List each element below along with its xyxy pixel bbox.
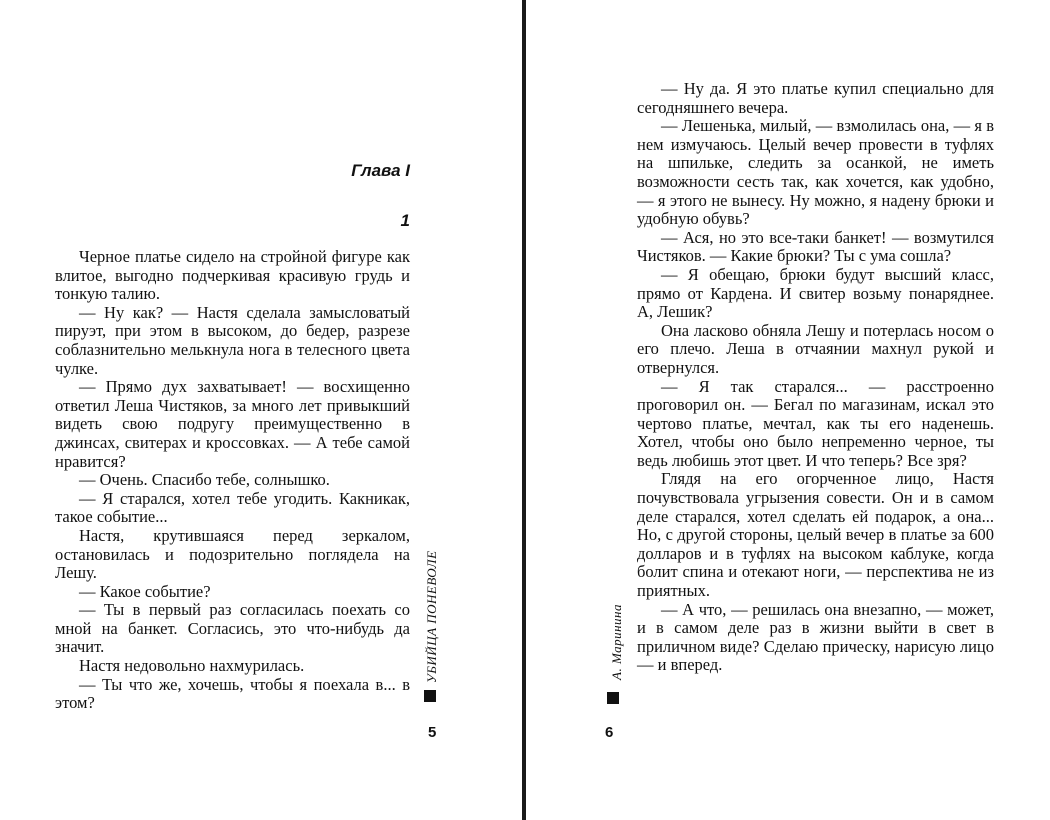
running-head-title: УБИЙЦА ПОНЕВОЛЕ (424, 550, 439, 683)
paragraph: — Ты в первый раз согласилась поехать со мной на банкет. Согласись, это что-нибудь да значит. (55, 600, 410, 657)
right-page-text (637, 80, 994, 675)
paragraph: Она ласково обняла Лешу и потерлась носом о его плечо. Леша в отчаянии махнул рукой и отвернулся. (637, 320, 994, 377)
page-number-left: 5 (428, 724, 437, 741)
black-square-marker (424, 690, 436, 702)
chapter-title: Глава I (351, 161, 410, 180)
paragraph: — Ну да. Я это платье купил специально для сегодняшнего вечера. (637, 79, 994, 117)
black-square-marker (607, 692, 619, 704)
paragraph: — А что, — решилась она внезапно, — может, и в самом деле раз в жизни выйти в свет в приличном виде? Сделаю прическу, нарисую лицо — и вперед. (637, 599, 994, 675)
running-head-author: А. Маринина (609, 604, 624, 680)
paragraph: Глядя на его огорченное лицо, Настя почувствовала угрызения совести. Он и в самом деле старался, хотел сделать ей подарок, а она... Но, с другой стороны, целый вечер в платье за 600 долларов и в туфлях на высоком каблуке, когда болит спина и отекают ноги, — перспектива не из приятных. (637, 469, 994, 601)
left-page-text (55, 248, 410, 713)
paragraph: — Прямо дух захватывает! — восхищенно ответил Леша Чистяков, за много лет привыкший видеть свою подругу преимущественно в джинсах, свитерах и кроссовках. — А тебе самой нравится? (55, 377, 410, 471)
paragraph: Настя недовольно нахмурилась. (79, 656, 305, 676)
paragraph: — Ну как? — Настя сделала замысловатый пируэт, при этом в высоком, до бедер, разрезе соблазнительно мелькнула нога в телесного цвета чулке. (55, 302, 410, 378)
paragraph: Настя, крутившаяся перед зеркалом, остановилась и подозрительно поглядела на Лешу. (55, 525, 410, 583)
paragraph: — Лешенька, милый, — взмолилась она, — я в нем измучаюсь. Целый вечер провести в туфлях на шпильке, следить за осанкой, не иметь возможности сесть так, как хочется, как удобно, — я этого не вынесу. Ну можно, я надену брюки и удобную обувь? (637, 116, 994, 229)
paragraph: — Очень. Спасибо тебе, солнышко. (79, 470, 330, 490)
paragraph: — Я обещаю, брюки будут высший класс, прямо от Кардена. И свитер возьму понаряднее. А, Лешик? (637, 264, 994, 322)
paragraph: — Я старался, хотел тебе угодить. Какникак, такое событие... (55, 488, 410, 527)
paragraph: Черное платье сидело на стройной фигуре как влитое, выгодно подчеркивая красивую грудь и тонкую талию. (55, 247, 410, 304)
paragraph: — Ася, но это все-таки банкет! — возмутился Чистяков. — Какие брюки? Ты с ума сошла? (637, 227, 994, 266)
paragraph: — Ты что же, хочешь, чтобы я поехала в... в этом? (55, 674, 410, 713)
section-number: 1 (400, 211, 410, 230)
left-page (0, 0, 522, 820)
paragraph: — Я так старался... — расстроенно проговорил он. — Бегал по магазинам, искал это чертово платье, мечтал, как ты его наденешь. Хотел, чтобы оно было непременно черное, ты ведь любишь этот цвет. И что теперь? Все зря? (637, 376, 994, 470)
page-number-right: 6 (605, 724, 614, 741)
paragraph: — Какое событие? (79, 581, 211, 601)
